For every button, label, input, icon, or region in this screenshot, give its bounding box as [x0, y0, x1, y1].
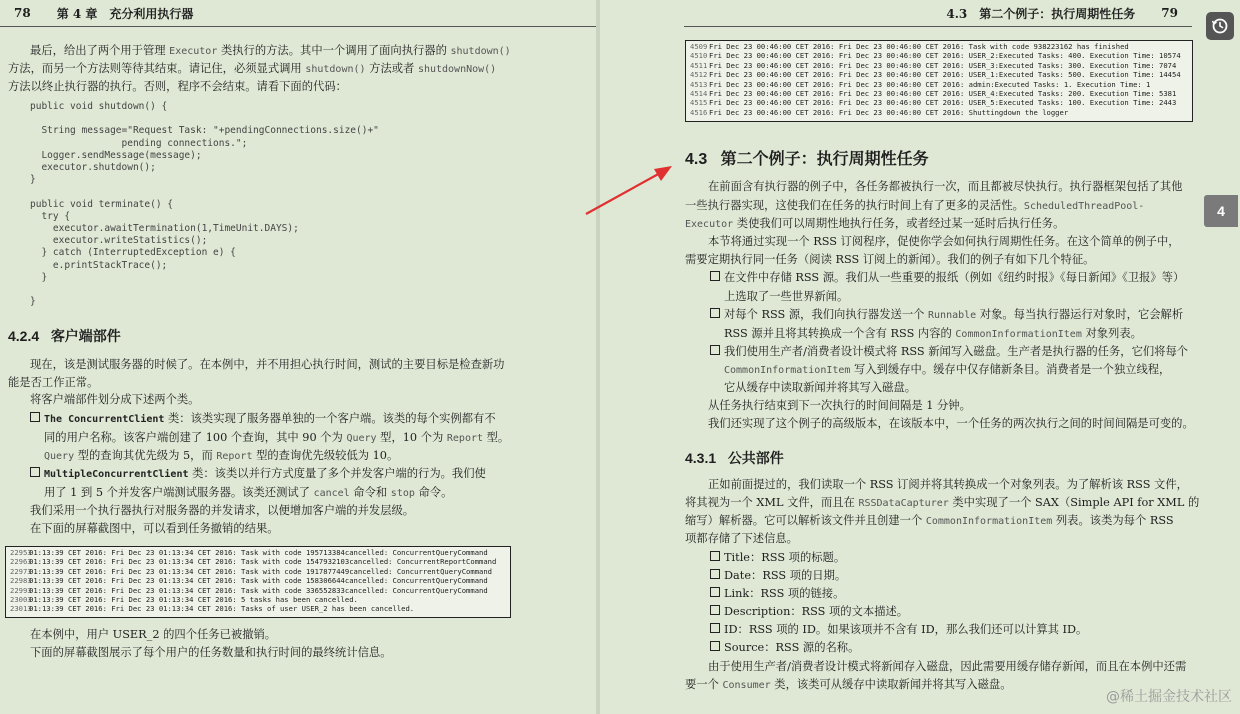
paragraph: 方法，而另一个方法则等待其结束。请记住，必须显式调用 shutdown() 方法或者 shutdownNow()	[8, 62, 497, 75]
list-item: Link：RSS 项的链接。	[710, 585, 844, 603]
line-text: Fri Dec 23 00:46:00 CET 2016: Fri Dec 23 00:46:00 CET 2016: Shuttingdown the logger	[709, 107, 1069, 117]
paragraph: 要一个 Consumer 类，该类可从缓存中读取新闻并将其写入磁盘。	[685, 678, 1012, 691]
line-text: Fri Dec 23 00:46:00 CET 2016: Fri Dec 23 00:46:00 CET 2016: USER_3:Executed Tasks: 300. Execution Time: 7074	[709, 60, 1177, 70]
checkbox-bullet-icon	[710, 569, 720, 579]
line-number: 4514	[690, 89, 708, 99]
list-item: Description：RSS 项的文本描述。	[710, 603, 908, 621]
chapter-title: 第 4 章 充分利用执行器	[56, 6, 194, 21]
console-line	[10, 557, 506, 566]
left-page-number: 78	[14, 6, 31, 20]
line-text: Fri Dec 23 00:46:00 CET 2016: Fri Dec 23 00:46:00 CET 2016: Task with code 938223162 has finished	[709, 42, 1129, 51]
left-page-header	[0, 0, 596, 27]
console-line	[10, 548, 506, 557]
paragraph: 能是否工作正常。	[8, 376, 99, 389]
history-button[interactable]	[1206, 12, 1234, 40]
checkbox-bullet-icon	[710, 587, 720, 597]
line-number: 22973	[10, 566, 32, 576]
line-text: Fri Dec 23 00:46:00 CET 2016: Fri Dec 23 00:46:00 CET 2016: USER_4:Executed Tasks: 200. Execution Time: 5381	[709, 89, 1177, 99]
section-heading: 4.3 第二个例子：执行周期性任务	[685, 151, 929, 168]
console-line	[690, 108, 1188, 117]
checkbox-bullet-icon	[710, 641, 720, 651]
paragraph: 现在，该是测试服务器的时候了。在本例中，并不用担心执行时间，测试的主要目标是检查新功	[30, 358, 505, 371]
list-item-cont: RSS 源并且将其转换成一个含有 RSS 内容的 CommonInformationItem 对象列表。	[724, 327, 1142, 340]
paragraph: 在本例中，用户 USER_2 的四个任务已被撤销。	[30, 628, 277, 641]
line-number: 4513	[690, 79, 708, 89]
console-line	[690, 61, 1188, 70]
paragraph: 从任务执行结束到下一次执行的时间间隔是 1 分钟。	[708, 399, 971, 412]
red-arrow-annotation	[580, 160, 680, 220]
paragraph: 我们还实现了这个例子的高级版本，在该版本中，一个任务的两次执行之间的时间间隔是可变的。	[708, 417, 1194, 430]
checkbox-bullet-icon	[710, 605, 720, 615]
right-page	[600, 0, 1240, 714]
paragraph: 正如前面提过的，我们读取一个 RSS 订阅并将其转换成一个对象列表。为了解析该 RSS 文件，	[708, 478, 1188, 491]
right-page-number: 79	[1161, 6, 1178, 20]
console-line	[690, 42, 1188, 51]
line-number: 22963	[10, 557, 32, 567]
list-item: ID：RSS 项的 ID。如果该项并不含有 ID，那么我们还可以计算其 ID。	[710, 621, 1087, 639]
section-heading: 4.2.4 客户端部件	[8, 328, 121, 344]
console-line	[690, 70, 1188, 79]
line-number: 4512	[690, 70, 708, 80]
list-item: 对每个 RSS 源，我们向执行器发送一个 Runnable 对象。每当执行器运行对象时，它会解析	[710, 306, 1183, 325]
line-text: 01:13:39 CET 2016: Fri Dec 23 01:13:34 CET 2016: Task with code 195713384cancelled: ConcurrentQueryCommand	[29, 548, 488, 557]
line-number: 4516	[690, 107, 708, 117]
list-item: 在文件中存储 RSS 源。我们从一些重要的报纸（例如《纽约时报》《每日新闻》《卫报》等）	[710, 269, 1184, 287]
line-number: 23003	[10, 595, 32, 605]
list-item-cont: 用了 1 到 5 个并发客户端测试服务器。该类还测试了 cancel 命令和 stop 命令。	[44, 486, 453, 499]
line-number: 4510	[690, 51, 708, 61]
paragraph: 在前面含有执行器的例子中，各任务都被执行一次，而且都被尽快执行。执行器框架包括了其他	[708, 180, 1183, 193]
console-screenshot	[5, 546, 511, 618]
line-number: 22993	[10, 585, 32, 595]
paragraph: 在下面的屏幕截图中，可以看到任务撤销的结果。	[30, 522, 279, 535]
paragraph: 最后，给出了两个用于管理 Executor 类执行的方法。其中一个调用了面向执行器的 shutdown()	[30, 44, 511, 57]
line-text: Fri Dec 23 00:46:00 CET 2016: Fri Dec 23 00:46:00 CET 2016: USER_1:Executed Tasks: 500. Execution Time: 14454	[709, 70, 1181, 80]
list-item-cont: Query 型的查询其优先级为 5，而 Report 型的查询优先级较低为 10。	[44, 449, 399, 462]
console-line	[690, 80, 1188, 89]
paragraph: 需要定期执行同一任务（阅读 RSS 订阅上的新闻）。我们的例子有如下几个特征。	[685, 253, 1095, 266]
list-item: MultipleConcurrentClient 类：该类以并行方式度量了多个并发客户端的行为。我们使	[30, 465, 486, 484]
console-line	[10, 567, 506, 576]
subsection-heading: 4.3.1 公共部件	[685, 450, 784, 466]
line-text: 01:13:39 CET 2016: Fri Dec 23 01:13:34 CET 2016: Task with code 158306644cancelled: ConcurrentQueryCommand	[29, 576, 488, 586]
right-page-header	[684, 0, 1192, 27]
line-number: 22983	[10, 576, 32, 586]
line-text: Fri Dec 23 00:46:00 CET 2016: Fri Dec 23 00:46:00 CET 2016: admin:Executed Tasks: 1. Execution Time: 1	[709, 79, 1151, 89]
paragraph: 下面的屏幕截图展示了每个用户的任务数量和执行时间的最终统计信息。	[30, 646, 392, 659]
paragraph: 项都存储了下述信息。	[685, 532, 798, 545]
checkbox-bullet-icon	[710, 623, 720, 633]
line-text: 01:13:39 CET 2016: Fri Dec 23 01:13:34 CET 2016: Task with code 1547932103cancelled: ConcurrentReportCommand	[29, 557, 497, 567]
line-number: 22953	[10, 548, 32, 557]
list-item: Title：RSS 项的标题。	[710, 549, 845, 567]
paragraph: Executor 类使我们可以周期性地执行任务，或者经过某一延时后执行任务。	[685, 217, 1065, 230]
console-line	[690, 98, 1188, 107]
line-number: 4515	[690, 98, 708, 108]
line-text: Fri Dec 23 00:46:00 CET 2016: Fri Dec 23 00:46:00 CET 2016: USER_5:Executed Tasks: 100. Execution Time: 2443	[709, 98, 1177, 108]
checkbox-bullet-icon	[30, 467, 40, 477]
code-block: public void shutdown() { String message="Request Task: "+pendingConnections.size()+" pending connections."; Logger.sendMessage(message); executor.shutdown(); } public void terminate() { try { executor.awaitTermination(1,TimeUnit.DAYS); executor.writeStatistics(); } catch (InterruptedException e) { e.printStackTrace(); } }	[30, 101, 379, 308]
paragraph: 将其视为一个 XML 文件，而且在 RSSDataCapturer 类中实现了一个 SAX（Simple API for XML 的	[685, 496, 1200, 509]
paragraph: 由于使用生产者/消费者设计模式将新闻存入磁盘，因此需要用缓存储存新闻，而且在本例中还需	[708, 660, 1187, 673]
paragraph: 我们采用一个执行器执行对服务器的并发请求，以便增加客户端的并发层级。	[30, 504, 415, 517]
running-title: 4.3 第二个例子：执行周期性任务	[946, 6, 1136, 21]
checkbox-bullet-icon	[710, 551, 720, 561]
history-icon	[1211, 17, 1229, 35]
watermark: @稀土掘金技术社区	[1106, 689, 1232, 705]
paragraph: 将客户端部件划分成下述两个类。	[30, 393, 200, 406]
paragraph: 本节将通过实现一个 RSS 订阅程序，促使你学会如何执行周期性任务。在这个简单的例子中，	[708, 235, 1180, 248]
line-text: 01:13:39 CET 2016: Fri Dec 23 01:13:34 CET 2016: Task with code 1917877449cancelled: ConcurrentQueryCommand	[29, 566, 493, 576]
paragraph: 缩写）解析器。它可以解析该文件并且创建一个 CommonInformationItem 列表。该类为每个 RSS	[685, 514, 1174, 527]
line-text: 01:13:39 CET 2016: Fri Dec 23 01:13:34 CET 2016: Task with code 336552833cancelled: ConcurrentQueryCommand	[29, 585, 488, 595]
checkbox-bullet-icon	[710, 308, 720, 318]
checkbox-bullet-icon	[710, 271, 720, 281]
checkbox-bullet-icon	[30, 412, 40, 422]
line-number: 4509	[690, 42, 708, 51]
console-line	[690, 51, 1188, 60]
list-item: The ConcurrentClient 类：该类实现了服务器单独的一个客户端。该类的每个实例都有不	[30, 410, 496, 429]
console-line	[10, 576, 506, 585]
paragraph: 一些执行器实现，这使我们在任务的执行时间上有了更多的灵活性。ScheduledThreadPool-	[685, 199, 1145, 212]
line-number: 4511	[690, 60, 708, 70]
list-item: 我们使用生产者/消费者设计模式将 RSS 新闻写入磁盘。生产者是执行器的任务，它们将每个	[710, 343, 1188, 361]
list-item-cont: 它从缓存中读取新闻并将其写入磁盘。	[724, 381, 917, 394]
line-text: 01:13:39 CET 2016: Fri Dec 23 01:13:34 CET 2016: 5 tasks has been cancelled.	[29, 595, 358, 605]
console-line	[690, 89, 1188, 98]
console-screenshot	[685, 40, 1193, 122]
list-item-cont: 同的用户名称。该客户端创建了 100 个查询，其中 90 个为 Query 型，10 个为 Report 型。	[44, 431, 510, 444]
list-item: Source：RSS 源的名称。	[710, 639, 859, 657]
chapter-side-tab[interactable]: 4	[1204, 195, 1238, 227]
checkbox-bullet-icon	[710, 345, 720, 355]
console-line	[10, 595, 506, 604]
line-number: 23013	[10, 604, 32, 614]
line-text: 01:13:39 CET 2016: Fri Dec 23 01:13:34 CET 2016: Tasks of user USER_2 has been cancelled.	[29, 604, 415, 614]
console-line	[10, 586, 506, 595]
left-page	[0, 0, 596, 714]
console-line	[10, 604, 506, 613]
paragraph: 方法以终止执行器的执行。否则，程序不会结束。请看下面的代码：	[8, 80, 347, 93]
list-item: Date：RSS 项的日期。	[710, 567, 846, 585]
list-item-cont: CommonInformationItem 写入到缓存中。缓存中仅存储新条目。消费者是一个独立线程，	[724, 363, 1171, 376]
line-text: Fri Dec 23 00:46:00 CET 2016: Fri Dec 23 00:46:00 CET 2016: USER_2:Executed Tasks: 400. Execution Time: 10574	[709, 51, 1181, 61]
list-item-cont: 上选取了一些世界新闻。	[724, 290, 849, 303]
